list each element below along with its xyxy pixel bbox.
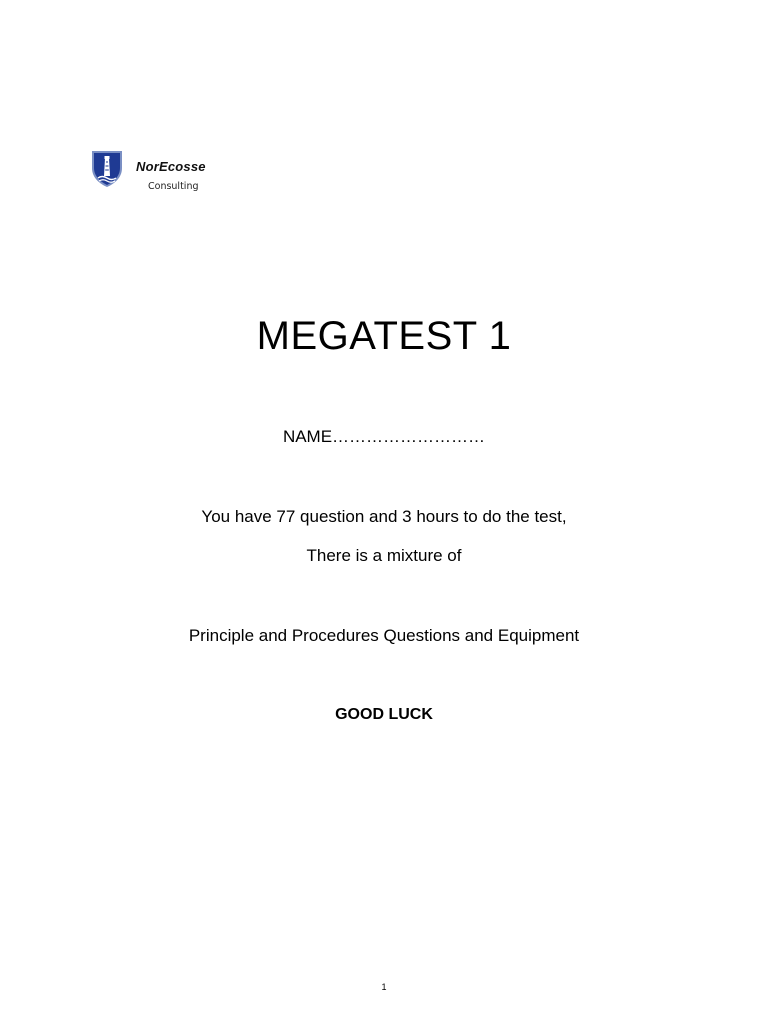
- page-title: MEGATEST 1: [256, 314, 512, 358]
- company-subtitle: Consulting: [148, 181, 199, 192]
- company-name: NorEcosse: [136, 159, 206, 174]
- page-number: 1: [381, 982, 387, 992]
- intro-text-line-1: You have 77 question and 3 hours to do the test,: [201, 507, 567, 526]
- closing-message: GOOD LUCK: [335, 706, 433, 723]
- shield-lighthouse-icon: [90, 148, 124, 188]
- company-logo: [90, 148, 240, 196]
- intro-text-line-2: There is a mixture of: [306, 546, 462, 565]
- intro-text-line-3: Principle and Procedures Questions and Equipment: [188, 626, 580, 645]
- name-field-line: NAME………………………: [282, 427, 486, 446]
